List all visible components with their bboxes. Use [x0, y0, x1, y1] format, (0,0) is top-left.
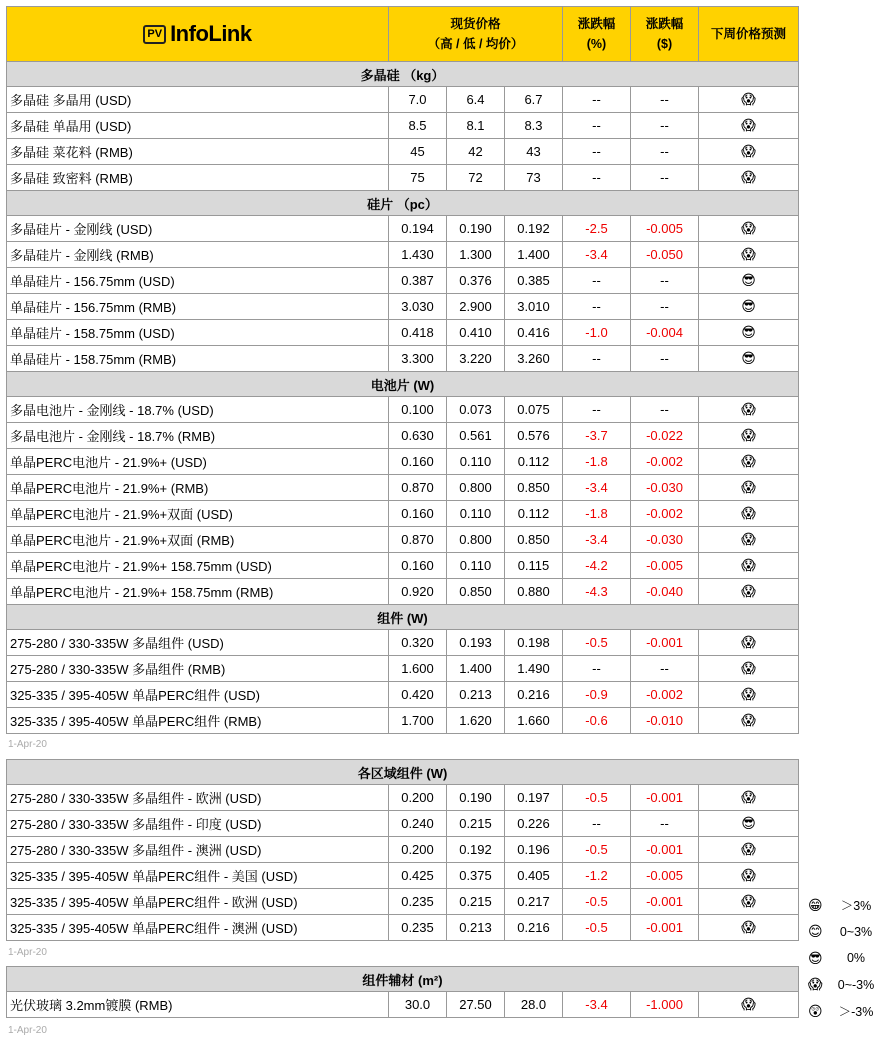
price-low: 0.376: [447, 268, 505, 294]
price-high: 30.0: [389, 992, 447, 1018]
change-abs: --: [631, 268, 699, 294]
price-high: 0.387: [389, 268, 447, 294]
price-avg: 43: [505, 139, 563, 165]
price-high: 0.100: [389, 397, 447, 423]
change-abs: -0.002: [631, 449, 699, 475]
table-row: [7, 165, 799, 191]
forecast-icon: 😱: [699, 139, 799, 165]
change-pct: --: [563, 294, 631, 320]
table-row: [7, 475, 799, 501]
price-low: 0.110: [447, 501, 505, 527]
legend-emoji-icon: 😲: [808, 1002, 823, 1019]
change-pct: -3.4: [563, 475, 631, 501]
table-row: [7, 294, 799, 320]
table-row: [7, 501, 799, 527]
price-avg: 1.400: [505, 242, 563, 268]
forecast-icon: 😱: [699, 656, 799, 682]
change-abs: --: [631, 294, 699, 320]
change-pct: -0.5: [563, 889, 631, 915]
price-avg: 73: [505, 165, 563, 191]
table-row: [7, 527, 799, 553]
price-avg: 6.7: [505, 87, 563, 113]
price-high: 1.430: [389, 242, 447, 268]
section-header: [7, 760, 799, 785]
change-pct: -1.0: [563, 320, 631, 346]
change-pct: -0.9: [563, 682, 631, 708]
product-name: 光伏玻璃 3.2mm镀膜 (RMB): [7, 992, 389, 1018]
price-avg: 0.112: [505, 501, 563, 527]
change-abs: -0.001: [631, 837, 699, 863]
table-row: [7, 87, 799, 113]
price-low: 0.800: [447, 527, 505, 553]
change-abs-header: [631, 7, 699, 62]
section-header: [7, 62, 799, 87]
forecast-icon: 😱: [699, 630, 799, 656]
price-avg: 28.0: [505, 992, 563, 1018]
price-avg: 0.576: [505, 423, 563, 449]
change-abs: -0.005: [631, 216, 699, 242]
product-name: 多晶硅 单晶用 (USD): [7, 113, 389, 139]
price-high: 0.920: [389, 579, 447, 605]
price-table: [6, 6, 799, 734]
price-avg: 3.010: [505, 294, 563, 320]
forecast-icon: 😱: [699, 397, 799, 423]
price-high: 0.200: [389, 837, 447, 863]
table-row: [7, 863, 799, 889]
price-high: 0.240: [389, 811, 447, 837]
change-pct: -0.5: [563, 785, 631, 811]
table-row: [7, 992, 799, 1018]
product-name: 单晶PERC电池片 - 21.9%+双面 (USD): [7, 501, 389, 527]
legend-item: [808, 972, 886, 999]
change-pct: -4.2: [563, 553, 631, 579]
change-abs: -0.040: [631, 579, 699, 605]
section-title: 各区域组件 (W): [7, 760, 799, 785]
legend-emoji-icon: 😁: [808, 896, 823, 913]
price-high: 0.870: [389, 475, 447, 501]
change-pct: -1.8: [563, 501, 631, 527]
aux-table: [6, 966, 799, 1018]
price-low: 0.192: [447, 837, 505, 863]
forecast-icon: 😎: [699, 294, 799, 320]
price-low: 0.215: [447, 811, 505, 837]
product-name: 多晶硅 菜花料 (RMB): [7, 139, 389, 165]
price-high: 0.425: [389, 863, 447, 889]
product-name: 单晶PERC电池片 - 21.9%+ (USD): [7, 449, 389, 475]
price-high: 0.194: [389, 216, 447, 242]
change-pct: -1.2: [563, 863, 631, 889]
price-high: 0.630: [389, 423, 447, 449]
change-abs: -0.030: [631, 527, 699, 553]
price-high: 8.5: [389, 113, 447, 139]
product-name: 325-335 / 395-405W 单晶PERC组件 - 美国 (USD): [7, 863, 389, 889]
legend-emoji-icon: 😊: [808, 923, 823, 940]
price-low: 1.620: [447, 708, 505, 734]
product-name: 多晶电池片 - 金刚线 - 18.7% (USD): [7, 397, 389, 423]
product-name: 275-280 / 330-335W 多晶组件 - 欧洲 (USD): [7, 785, 389, 811]
forecast-icon: 😎: [699, 320, 799, 346]
forecast-icon: 😱: [699, 165, 799, 191]
change-abs: -0.001: [631, 630, 699, 656]
spot-price-label: 现货价格: [450, 17, 501, 31]
product-name: 325-335 / 395-405W 单晶PERC组件 (USD): [7, 682, 389, 708]
price-avg: 0.405: [505, 863, 563, 889]
change-abs: --: [631, 87, 699, 113]
forecast-icon: 😱: [699, 863, 799, 889]
change-pct: --: [563, 811, 631, 837]
price-low: 72: [447, 165, 505, 191]
change-pct: --: [563, 87, 631, 113]
change-abs: --: [631, 165, 699, 191]
price-avg: 0.216: [505, 915, 563, 941]
table-row: [7, 708, 799, 734]
price-low: 2.900: [447, 294, 505, 320]
change-pct: -3.4: [563, 992, 631, 1018]
product-name: 多晶硅 致密料 (RMB): [7, 165, 389, 191]
price-low: 8.1: [447, 113, 505, 139]
forecast-icon: 😱: [699, 449, 799, 475]
price-low: 0.110: [447, 449, 505, 475]
price-avg: 0.115: [505, 553, 563, 579]
price-high: 0.200: [389, 785, 447, 811]
spot-price-sublabel: （高 / 低 / 均价）: [427, 37, 524, 51]
forecast-icon: 😎: [699, 346, 799, 372]
change-abs: --: [631, 397, 699, 423]
price-high: 0.160: [389, 501, 447, 527]
price-avg: 0.197: [505, 785, 563, 811]
legend-label: ＞-3%: [838, 1005, 874, 1020]
legend-label: ＞3%: [840, 899, 872, 914]
product-name: 275-280 / 330-335W 多晶组件 (USD): [7, 630, 389, 656]
table-row: [7, 113, 799, 139]
change-abs: --: [631, 656, 699, 682]
price-low: 3.220: [447, 346, 505, 372]
legend-item: [808, 919, 886, 946]
change-abs: -1.000: [631, 992, 699, 1018]
price-low: 0.850: [447, 579, 505, 605]
change-pct: --: [563, 656, 631, 682]
price-high: 45: [389, 139, 447, 165]
price-low: 0.193: [447, 630, 505, 656]
table-row: [7, 785, 799, 811]
price-low: 1.400: [447, 656, 505, 682]
regional-table: [6, 759, 799, 941]
price-avg: 0.416: [505, 320, 563, 346]
price-high: 3.300: [389, 346, 447, 372]
price-low: 42: [447, 139, 505, 165]
table-header: [7, 7, 799, 62]
product-name: 单晶PERC电池片 - 21.9%+双面 (RMB): [7, 527, 389, 553]
price-high: 0.235: [389, 915, 447, 941]
change-pct: -3.4: [563, 527, 631, 553]
change-abs: -0.001: [631, 785, 699, 811]
price-avg: 0.192: [505, 216, 563, 242]
table-row: [7, 268, 799, 294]
product-name: 多晶硅片 - 金刚线 (RMB): [7, 242, 389, 268]
price-avg: 0.850: [505, 475, 563, 501]
price-low: 0.561: [447, 423, 505, 449]
product-name: 325-335 / 395-405W 单晶PERC组件 - 澳洲 (USD): [7, 915, 389, 941]
forecast-icon: 😱: [699, 113, 799, 139]
price-high: 0.160: [389, 553, 447, 579]
table-row: [7, 889, 799, 915]
change-pct: --: [563, 397, 631, 423]
table-row: [7, 837, 799, 863]
change-abs: -0.050: [631, 242, 699, 268]
change-abs-label: 涨跌幅: [645, 17, 684, 31]
product-name: 单晶硅片 - 156.75mm (USD): [7, 268, 389, 294]
section-header: [7, 372, 799, 397]
price-high: 0.160: [389, 449, 447, 475]
change-abs: -0.001: [631, 889, 699, 915]
price-avg: 3.260: [505, 346, 563, 372]
change-pct: --: [563, 268, 631, 294]
price-low: 6.4: [447, 87, 505, 113]
table-row: [7, 553, 799, 579]
table-row: [7, 216, 799, 242]
forecast-icon: 😱: [699, 553, 799, 579]
forecast-icon: 😱: [699, 501, 799, 527]
price-low: 0.190: [447, 785, 505, 811]
change-abs: -0.010: [631, 708, 699, 734]
change-abs: --: [631, 113, 699, 139]
price-low: 0.215: [447, 889, 505, 915]
change-pct: -4.3: [563, 579, 631, 605]
price-avg: 0.385: [505, 268, 563, 294]
forecast-icon: 😱: [699, 785, 799, 811]
table-row: [7, 682, 799, 708]
table-row: [7, 449, 799, 475]
change-abs: -0.005: [631, 863, 699, 889]
table-row: [7, 811, 799, 837]
forecast-legend: [808, 892, 886, 1025]
date-label: 1-Apr-20: [8, 739, 47, 750]
forecast-icon: 😱: [699, 423, 799, 449]
table-row: [7, 915, 799, 941]
price-avg: 1.490: [505, 656, 563, 682]
price-low: 1.300: [447, 242, 505, 268]
forecast-icon: 😎: [699, 268, 799, 294]
legend-label: 0~-3%: [837, 977, 875, 992]
price-low: 0.375: [447, 863, 505, 889]
product-name: 多晶硅 多晶用 (USD): [7, 87, 389, 113]
change-pct-unit: (%): [586, 37, 607, 51]
section-header: [7, 191, 799, 216]
forecast-icon: 😱: [699, 216, 799, 242]
table-row: [7, 242, 799, 268]
table-row: [7, 579, 799, 605]
section-title: 电池片 (W): [7, 372, 799, 397]
product-name: 多晶电池片 - 金刚线 - 18.7% (RMB): [7, 423, 389, 449]
section-title: 组件辅材 (m²): [7, 967, 799, 992]
section-title: 硅片 （pc）: [7, 191, 799, 216]
price-avg: 1.660: [505, 708, 563, 734]
forecast-icon: 😱: [699, 837, 799, 863]
price-low: 0.190: [447, 216, 505, 242]
price-avg: 0.198: [505, 630, 563, 656]
forecast-icon: 😱: [699, 527, 799, 553]
price-avg: 0.112: [505, 449, 563, 475]
price-avg: 0.075: [505, 397, 563, 423]
table-row: [7, 630, 799, 656]
price-high: 1.600: [389, 656, 447, 682]
forecast-icon: 😱: [699, 475, 799, 501]
forecast-icon: 😱: [699, 579, 799, 605]
price-low: 27.50: [447, 992, 505, 1018]
change-abs: -0.001: [631, 915, 699, 941]
change-abs: -0.002: [631, 682, 699, 708]
change-abs: -0.022: [631, 423, 699, 449]
price-high: 0.320: [389, 630, 447, 656]
change-pct: -0.5: [563, 630, 631, 656]
legend-emoji-icon: 😱: [808, 976, 823, 993]
section-title: 组件 (W): [7, 605, 799, 630]
change-pct: --: [563, 139, 631, 165]
product-name: 单晶硅片 - 156.75mm (RMB): [7, 294, 389, 320]
price-avg: 0.196: [505, 837, 563, 863]
product-name: 单晶PERC电池片 - 21.9%+ (RMB): [7, 475, 389, 501]
price-high: 3.030: [389, 294, 447, 320]
change-pct: --: [563, 346, 631, 372]
table-row: [7, 139, 799, 165]
table-row: [7, 397, 799, 423]
product-name: 单晶PERC电池片 - 21.9%+ 158.75mm (USD): [7, 553, 389, 579]
forecast-icon: 😱: [699, 889, 799, 915]
change-pct: -3.7: [563, 423, 631, 449]
forecast-icon: 😱: [699, 87, 799, 113]
date-label: 1-Apr-20: [8, 947, 47, 958]
section-header: [7, 605, 799, 630]
forecast-icon: 😱: [699, 992, 799, 1018]
spot-price-header: [389, 7, 563, 62]
price-low: 0.213: [447, 915, 505, 941]
product-name: 325-335 / 395-405W 单晶PERC组件 - 欧洲 (USD): [7, 889, 389, 915]
legend-item: [808, 998, 886, 1025]
date-label: 1-Apr-20: [8, 1025, 47, 1036]
table-row: [7, 320, 799, 346]
section-title: 多晶硅 （kg）: [7, 62, 799, 87]
price-avg: 0.217: [505, 889, 563, 915]
change-abs: --: [631, 346, 699, 372]
table-row: [7, 423, 799, 449]
change-pct: -2.5: [563, 216, 631, 242]
pv-logo-icon: PV: [143, 25, 166, 44]
price-low: 0.110: [447, 553, 505, 579]
change-pct: -0.6: [563, 708, 631, 734]
price-low: 0.213: [447, 682, 505, 708]
change-pct: --: [563, 113, 631, 139]
change-pct: -0.5: [563, 837, 631, 863]
forecast-icon: 😱: [699, 682, 799, 708]
table-row: [7, 346, 799, 372]
price-low: 0.800: [447, 475, 505, 501]
price-high: 0.420: [389, 682, 447, 708]
change-pct-label: 涨跌幅: [577, 17, 616, 31]
table-row: [7, 656, 799, 682]
price-high: 7.0: [389, 87, 447, 113]
product-name: 275-280 / 330-335W 多晶组件 - 印度 (USD): [7, 811, 389, 837]
forecast-icon: 😱: [699, 242, 799, 268]
change-pct-header: [563, 7, 631, 62]
price-high: 75: [389, 165, 447, 191]
change-abs: -0.030: [631, 475, 699, 501]
product-name: 单晶硅片 - 158.75mm (RMB): [7, 346, 389, 372]
legend-label: 0%: [846, 951, 866, 966]
product-name: 单晶PERC电池片 - 21.9%+ 158.75mm (RMB): [7, 579, 389, 605]
price-avg: 0.880: [505, 579, 563, 605]
price-high: 0.235: [389, 889, 447, 915]
legend-label: 0~3%: [839, 924, 873, 939]
change-abs: -0.002: [631, 501, 699, 527]
price-high: 0.870: [389, 527, 447, 553]
change-abs: --: [631, 811, 699, 837]
change-abs: --: [631, 139, 699, 165]
price-low: 0.410: [447, 320, 505, 346]
logo-text: InfoLink: [170, 21, 252, 46]
forecast-icon: 😱: [699, 915, 799, 941]
product-name: 275-280 / 330-335W 多晶组件 - 澳洲 (USD): [7, 837, 389, 863]
logo: [7, 7, 389, 62]
legend-item: [808, 892, 886, 919]
product-name: 多晶硅片 - 金刚线 (USD): [7, 216, 389, 242]
product-name: 275-280 / 330-335W 多晶组件 (RMB): [7, 656, 389, 682]
change-pct: -1.8: [563, 449, 631, 475]
legend-item: [808, 945, 886, 972]
product-name: 325-335 / 395-405W 单晶PERC组件 (RMB): [7, 708, 389, 734]
legend-emoji-icon: 😎: [808, 949, 823, 966]
change-abs: -0.005: [631, 553, 699, 579]
product-name: 单晶硅片 - 158.75mm (USD): [7, 320, 389, 346]
price-avg: 0.226: [505, 811, 563, 837]
price-low: 0.073: [447, 397, 505, 423]
forecast-icon: 😎: [699, 811, 799, 837]
price-avg: 0.850: [505, 527, 563, 553]
price-avg: 0.216: [505, 682, 563, 708]
change-pct: --: [563, 165, 631, 191]
price-high: 1.700: [389, 708, 447, 734]
change-pct: -0.5: [563, 915, 631, 941]
price-avg: 8.3: [505, 113, 563, 139]
change-abs-unit: ($): [656, 37, 673, 51]
forecast-icon: 😱: [699, 708, 799, 734]
change-abs: -0.004: [631, 320, 699, 346]
forecast-header: 下周价格预测: [699, 7, 799, 62]
change-pct: -3.4: [563, 242, 631, 268]
price-high: 0.418: [389, 320, 447, 346]
section-header: [7, 967, 799, 992]
